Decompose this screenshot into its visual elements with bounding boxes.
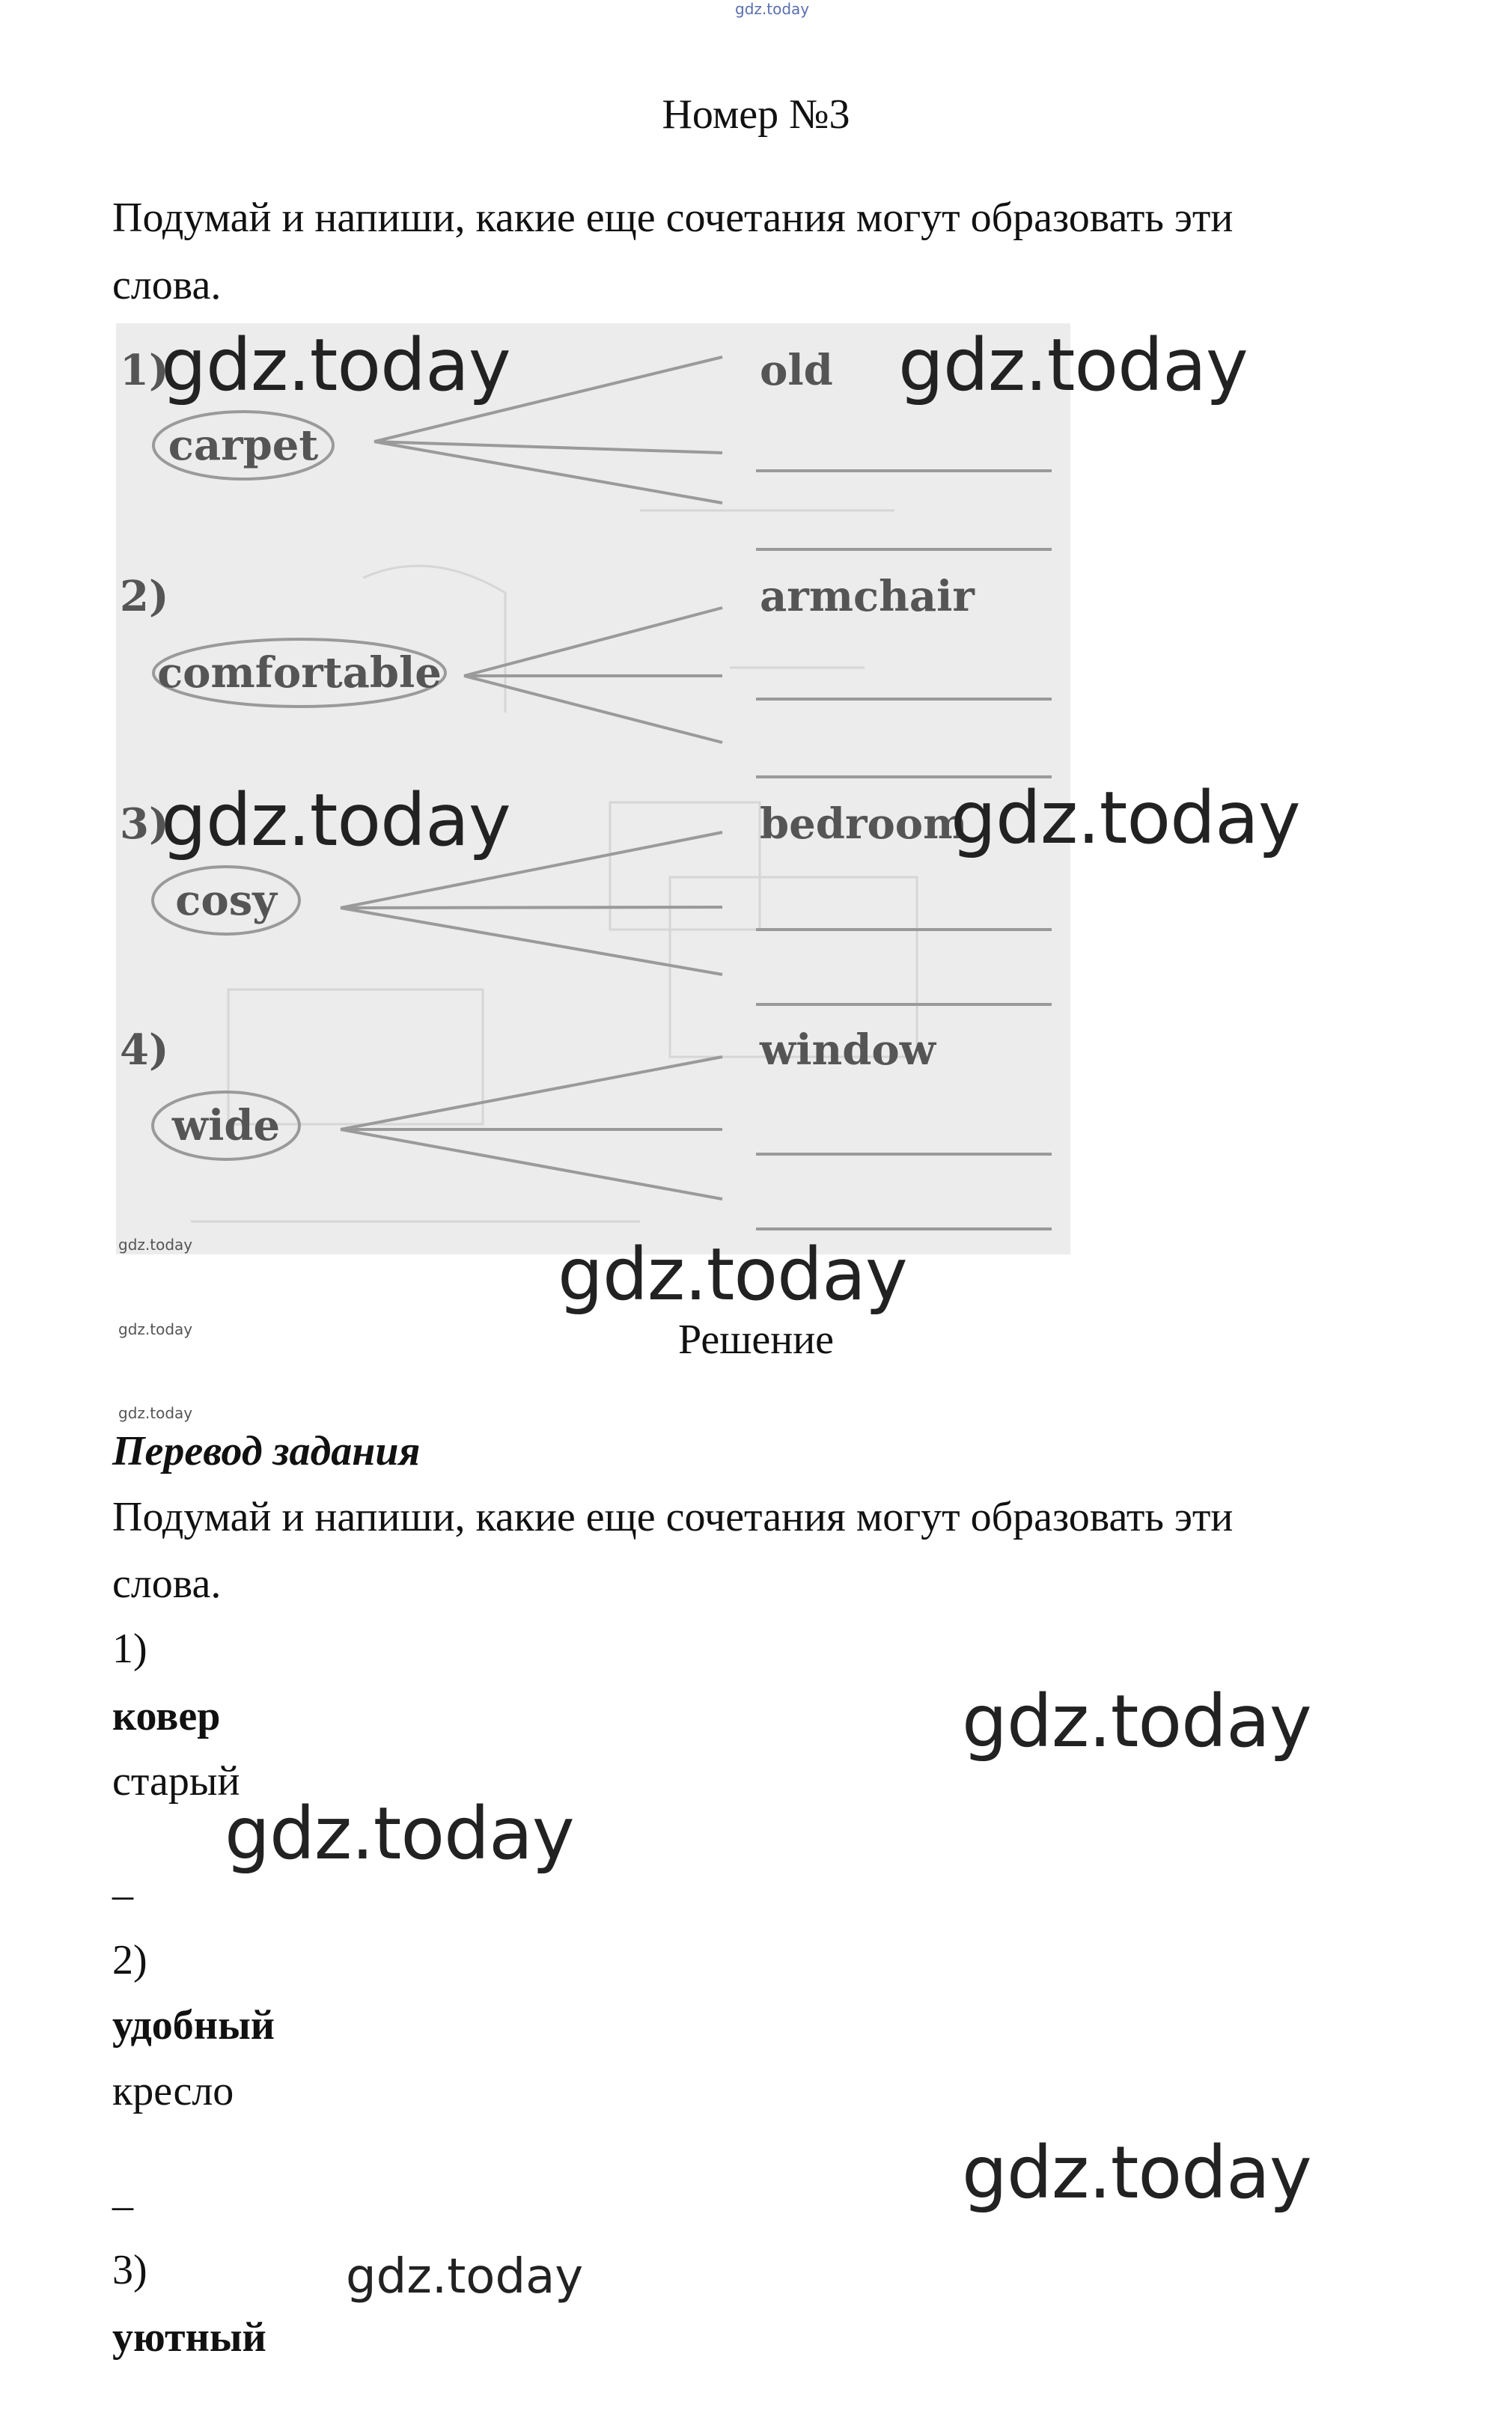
watermark-big-5: gdz.today <box>558 1233 907 1317</box>
exercise-word-wide: wide <box>171 1101 281 1150</box>
exercise-answer-old: old <box>760 346 833 395</box>
solution-number-3: 3) <box>112 2247 147 2293</box>
watermark-big-3: gdz.today <box>161 778 510 862</box>
solution-number-2: 2) <box>112 1937 147 1983</box>
watermark-top: gdz.today <box>735 0 810 18</box>
watermark-big-4: gdz.today <box>951 776 1300 860</box>
exercise-word-carpet: carpet <box>168 421 319 470</box>
exercise-number-4: 4) <box>120 1025 169 1075</box>
exercise-number-3: 3) <box>120 799 169 849</box>
translation-text-line1: Подумай и напиши, какие еще сочетания могут образовать эти <box>112 1494 1234 1540</box>
translation-heading: Перевод задания <box>112 1428 421 1474</box>
solution-word-3: уютный <box>112 2314 266 2361</box>
task-text-line2: слова. <box>112 262 222 308</box>
solution-blank-1: _ <box>112 1858 133 1904</box>
exercise-word-cosy: cosy <box>175 876 277 925</box>
page-title: Номер №3 <box>662 91 850 138</box>
solution-word-2: удобный <box>112 2002 275 2049</box>
exercise-number-2: 2) <box>120 572 169 621</box>
exercise-answer-armchair: armchair <box>760 572 975 621</box>
watermark-big-7: gdz.today <box>225 1792 574 1876</box>
solution-word-1: ковер <box>112 1693 221 1739</box>
watermark-big-2: gdz.today <box>898 323 1248 407</box>
exercise-answer-window: window <box>760 1025 936 1075</box>
exercise-number-1: 1) <box>120 346 169 395</box>
watermark-small-1: gdz.today <box>118 1236 193 1254</box>
task-text-line1: Подумай и напиши, какие еще сочетания могут образовать эти <box>112 195 1234 241</box>
watermark-big-8: gdz.today <box>962 2131 1311 2215</box>
solution-answer-2: кресло <box>112 2068 234 2114</box>
solution-number-1: 1) <box>112 1626 147 1672</box>
watermark-big-6: gdz.today <box>962 1680 1311 1763</box>
watermark-small-2: gdz.today <box>118 1320 193 1338</box>
solution-heading: Решение <box>677 1317 835 1363</box>
solution-blank-2: _ <box>112 2168 133 2215</box>
watermark-big-1: gdz.today <box>161 323 510 407</box>
solution-answer-1: старый <box>112 1758 240 1805</box>
watermark-small-3: gdz.today <box>118 1404 193 1422</box>
exercise-answer-bedroom: bedroom <box>760 799 968 849</box>
exercise-word-comfortable: comfortable <box>157 648 442 698</box>
watermark-mid-1: gdz.today <box>346 2249 584 2305</box>
translation-text-line2: слова. <box>112 1561 222 1607</box>
